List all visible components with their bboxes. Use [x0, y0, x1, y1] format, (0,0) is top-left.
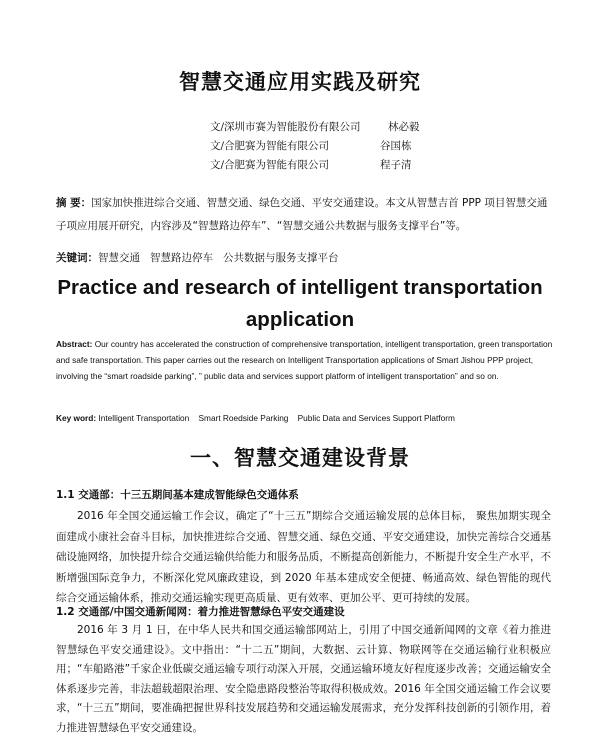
- abstract-en-label: Abstract:: [56, 339, 93, 349]
- keywords-cn-label: 关键词：: [56, 252, 98, 264]
- author-name: 程子清: [380, 159, 412, 171]
- subsection-heading: 1.2 交通部/中国交通新闻网：着力推进智慧绿色平安交通建设: [56, 606, 345, 618]
- keywords-en-text: Intelligent Transportation Smart Roedside Parking Public Data and Services Support Platform: [96, 413, 455, 423]
- author-name: 林必毅: [388, 121, 420, 133]
- author-org: 文/合肥赛为智能有限公司: [210, 140, 330, 152]
- abstract-en: [56, 336, 559, 384]
- abstract-cn-label: 摘 要：: [56, 197, 92, 209]
- abstract-en-text: Our country has accelerated the construction of comprehensive transportation, intelligent transportation, green transportation and safe transportation. This paper carries out the research on Intelligent Transportation applications of Smart Jishou PPP project, involving the “smart roadside parking”, ” public data and services support platform of intelligent transportation” and so on.: [56, 339, 553, 381]
- keywords-en-label: Key word:: [56, 413, 97, 423]
- keywords-en: [56, 413, 559, 423]
- paper-title-en-line1: Practice and research of intelligent transportation: [57, 276, 543, 299]
- paper-title-en: [0, 272, 600, 336]
- subsection-heading: 1.1 交通部：十三五期间基本建成智能绿色交通体系: [56, 489, 299, 501]
- keywords-cn-text: 智慧交通 智慧路边停车 公共数据与服务支撑平台: [98, 252, 339, 264]
- author-name: 谷国栋: [380, 140, 412, 152]
- abstract-cn-text: 国家加快推进综合交通、智慧交通、绿色交通、平安交通建设。本文从智慧吉首 PPP 项目智慧交通子项应用展开研究，内容涉及“智慧路边停车”、“智慧交通公共数据与服务支撑平台”等。: [56, 197, 548, 232]
- subsection-paragraph: 2016 年全国交通运输工作会议，确定了“十三五”期综合交通运输发展的总体目标， 聚焦加期实现全面建成小康社会奋斗目标，加快推进综合交通、智慧交通、绿色交通、平安交通建设，加快完善综合交通基础设施网络，加快提升综合交通运输供给能力和服务品质，不断提高创新能力，不断提升安全生产水平，不断增强国际竞争力，不断深化党风廉政建设，到 2020 年基本建成安全便捷、畅通高效、绿色智能的现代综合交通运输体系，推动交通运输实现更高质量、更有效率、更加公平、更可持续的发展。: [56, 510, 551, 604]
- author-org: 文/合肥赛为智能有限公司: [210, 159, 330, 171]
- section-heading: 一、智慧交通建设背景: [190, 446, 410, 470]
- keywords-cn: [56, 250, 556, 265]
- author-org: 文/深圳市赛为智能股份有限公司: [210, 121, 361, 133]
- subsection-paragraph: 2016 年 3 月 1 日，在中华人民共和国交通运输部网站上，引用了中国交通新闻网的文章《着力推进智慧绿色平安交通建设》。文中指出：“十二五”期间，大数据、云计算、物联网等在交通运输行业积极应用；“车船路港”千家企业低碳交通运输专项行动深入开展，交通运输环境友好程度逐步改善；交通运输安全体系逐步完善，非法超载超限治理、安全隐患路段整治等取得积极成效。2016 年全国交通运输工作会议要求，“十三五”期间，要准确把握世界科技发展趋势和交通运输发展需求，充分发挥科技创新的引领作用，着力推进智慧绿色平安交通建设。: [56, 624, 551, 734]
- paper-title-cn: 智慧交通应用实践及研究: [179, 70, 421, 94]
- abstract-cn: [56, 192, 556, 238]
- paper-title-en-line2: application: [245, 308, 355, 331]
